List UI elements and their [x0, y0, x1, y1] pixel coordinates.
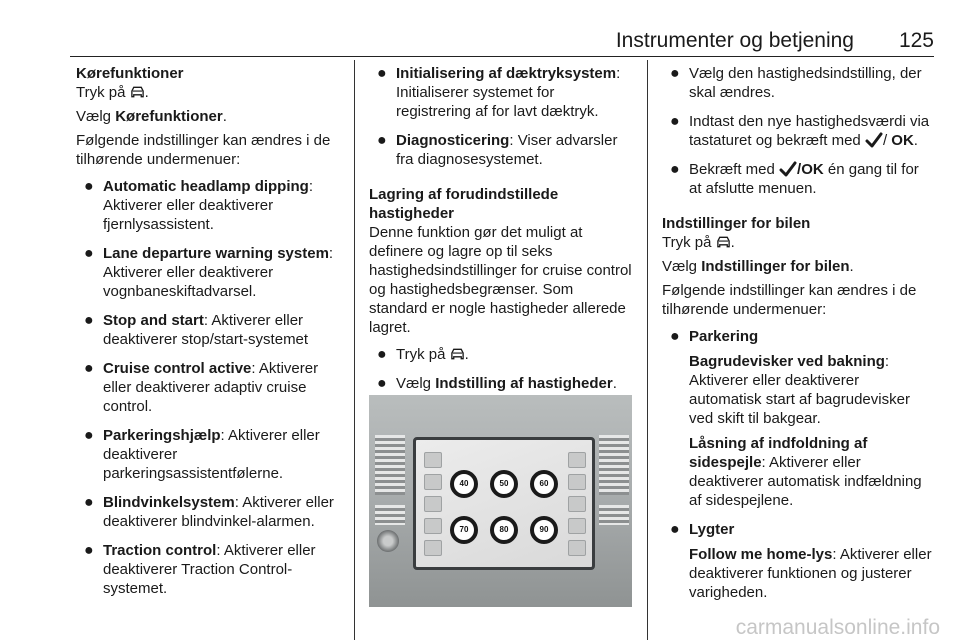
- page-number: 125: [898, 29, 934, 52]
- list-item: ● Diagnosticering: Viser advarsler fra diagnosesystemet.: [377, 132, 618, 168]
- vehicle-icon: [130, 85, 145, 99]
- list-item: ● Parkering Bagrudevisker ved bakning: Aktiverer eller deaktiverer automatisk start af bagrudevisker ved skift til bakgear. Låsning af indfoldning af sidespejle: Aktiverer eller deaktiverer automatisk indfældning af sidespejlene.: [662, 327, 934, 510]
- choose-instruction: Vælg Kørefunktioner.: [76, 108, 227, 125]
- speed-sign: 90: [530, 516, 558, 544]
- list-item: ● Indtast den nye hastighedsværdi via tastaturet og bekræft med / OK.: [670, 113, 930, 149]
- settings-list: [76, 177, 344, 598]
- intro-text: Følgende indstillinger kan ændres i de tilhørende undermenuer:: [662, 282, 917, 318]
- settings-list: [662, 327, 934, 602]
- infotainment-photo: [369, 395, 632, 607]
- section-paragraph: Denne funktion gør det muligt at definere og lagre op til seks hastighedsindstillinger for cruise control og hastighedsbegrænser. Som standard er nogle hastigheder allerede lagret.: [369, 224, 632, 336]
- list-item: ● Traction control: Aktiverer eller deaktiverer Traction Control-systemet.: [84, 542, 316, 597]
- intro-text: Følgende indstillinger kan ændres i de tilhørende undermenuer:: [76, 132, 331, 168]
- sub-setting: Follow me home-lys: Aktiverer eller deaktiverer funktionen og justerer varigheden.: [689, 546, 932, 601]
- list-item: ● Lane departure warning system: Aktiverer eller deaktiverer vognbaneskiftadvarsel.: [84, 245, 334, 300]
- choose-instruction: Vælg Indstillinger for bilen.: [662, 258, 854, 275]
- list-item: ● Bekræft med /OK én gang til for at afslutte menuen.: [670, 161, 919, 197]
- list-item: ● Vælg den hastighedsindstilling, der skal ændres.: [670, 65, 922, 101]
- speed-sign: 70: [450, 516, 478, 544]
- screen-side-buttons: [422, 452, 442, 552]
- watermark: carmanualsonline.info: [735, 616, 940, 639]
- air-vent: [375, 505, 405, 525]
- column-divider: [647, 60, 648, 640]
- vehicle-icon: [450, 347, 465, 361]
- list-item: ● Initialisering af dæktryksystem: Initialiserer systemet for registrering af for lavt dæktryk.: [377, 65, 621, 120]
- checkmark-icon: [779, 161, 797, 177]
- list-item: ● Parkeringshjælp: Aktiverer eller deaktiverer parkeringsassistentfølerne.: [84, 427, 320, 482]
- air-vent: [599, 435, 629, 495]
- list-item: ● Automatic headlamp dipping: Aktiverer eller deaktiverer fjernlysassistent.: [84, 178, 314, 233]
- section-heading: Indstillinger for bilen: [662, 215, 811, 232]
- column-3: [662, 64, 934, 612]
- menu-title: Parkering: [689, 328, 759, 345]
- list-item: ● Stop and start: Aktiverer eller deaktiverer stop/start-systemet: [84, 312, 309, 348]
- vehicle-icon: [716, 235, 731, 249]
- column-2: [369, 64, 633, 451]
- speed-sign: 40: [450, 470, 478, 498]
- list-item: ● Cruise control active: Aktiverer eller deaktiverer adaptiv cruise control.: [84, 360, 319, 415]
- page-title: Instrumenter og betjening: [615, 29, 854, 52]
- list-item: ● Tryk på .: [377, 346, 469, 363]
- air-vent: [375, 435, 405, 495]
- list-item: ● Vælg Indstilling af hastigheder.: [377, 375, 617, 392]
- air-vent: [599, 505, 629, 525]
- speed-sign: 50: [490, 470, 518, 498]
- checkmark-icon: [865, 132, 883, 148]
- list-item: ● Lygter Follow me home-lys: Aktiverer eller deaktiverer funktionen og justerer varigheden.: [662, 520, 934, 602]
- sub-setting: Bagrudevisker ved bakning: Aktiverer eller deaktiverer automatisk start af bagrudevisker ved skift til bakgear.: [689, 353, 910, 427]
- speed-sign: 60: [530, 470, 558, 498]
- screen-side-buttons: [566, 452, 586, 552]
- press-instruction: Tryk på .: [662, 234, 735, 251]
- press-instruction: Tryk på .: [76, 84, 149, 101]
- touchscreen: [413, 437, 595, 570]
- menu-title: Lygter: [689, 521, 735, 538]
- speed-sign: 80: [490, 516, 518, 544]
- volume-knob: [377, 530, 399, 552]
- settings-list-continued: [369, 64, 633, 169]
- list-item: ● Blindvinkelsystem: Aktiverer eller deaktiverer blindvinkel-alarmen.: [84, 494, 334, 530]
- column-1: [76, 64, 344, 608]
- section-heading: Kørefunktioner: [76, 65, 184, 82]
- steps-list-continued: [662, 64, 934, 198]
- sub-setting: Låsning af indfoldning af sidespejle: Aktiverer eller deaktiverer automatisk indfældning af sidespejlene.: [689, 435, 922, 509]
- page-header: [70, 28, 934, 57]
- section-heading: Lagring af forudindstillede hastigheder: [369, 186, 559, 222]
- column-divider: [354, 60, 355, 640]
